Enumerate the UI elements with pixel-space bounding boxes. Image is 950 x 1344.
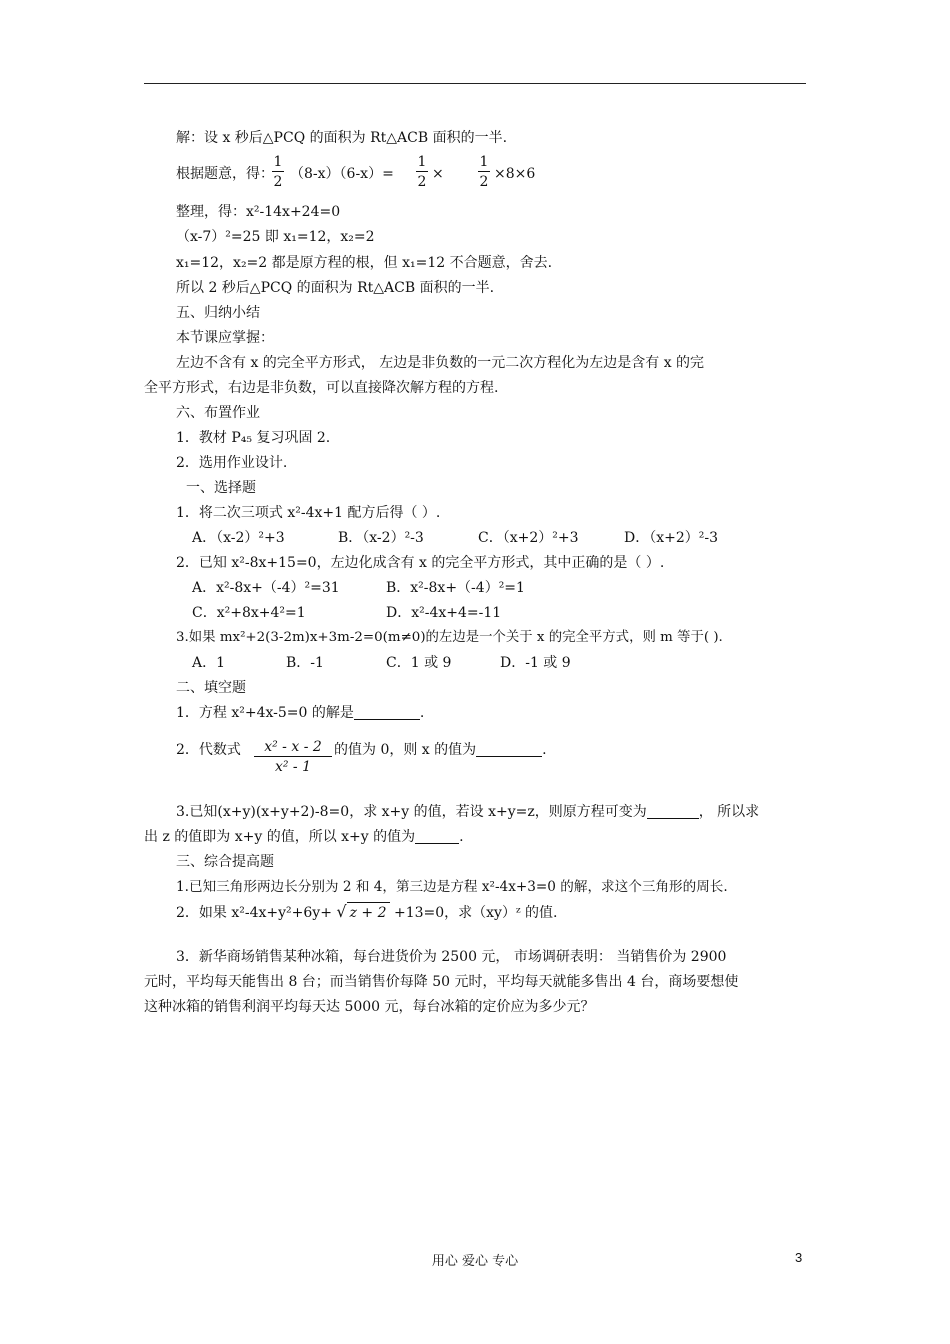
comprehensive-question-3-line-1: 3．新华商场销售某种冰箱，每台进货价为 2500 元， 市场调研表明： 当销售价为 2900 xyxy=(176,949,727,965)
homework-item-2: 2．选用作业设计. xyxy=(176,455,288,471)
solution-line-2-prefix: 根据题意，得： xyxy=(176,166,274,182)
solution-line-4: （x-7）²=25 即 x₁=12，x₂=2 xyxy=(176,229,375,245)
choice-q2-option-b: B．x²-8x+（-4）²=1 xyxy=(386,580,525,596)
summary-paragraph-line-1: 左边不含有 x 的完全平方形式， 左边是非负数的一元二次方程化为左边是含有 x 的完 xyxy=(176,355,705,371)
fill-question-3-line-2: 出 z 的值即为 x+y 的值，所以 x+y 的值为 . xyxy=(144,829,464,845)
fraction-half-2: 1 2 xyxy=(417,154,427,190)
page-number: 3 xyxy=(795,1250,803,1265)
comprehensive-question-3-line-2: 元时，平均每天能售出 8 台；而当销售价每降 50 元时，平均每天就能多售出 4 台，商场要想使 xyxy=(144,974,739,990)
comprehensive-question-1: 1.已知三角形两边长分别为 2 和 4，第三边是方程 x²-4x+3=0 的解，求这个三角形的周长. xyxy=(176,879,728,895)
summary-paragraph-line-2: 全平方形式，右边是非负数，可以直接降次解方程的方程. xyxy=(144,380,499,396)
choice-heading: 一、选择题 xyxy=(186,480,256,496)
header-rule xyxy=(144,83,806,84)
fraction-denominator: 2 xyxy=(273,174,283,190)
answer-blank xyxy=(647,804,699,819)
solution-line-6: 所以 2 秒后△PCQ 的面积为 Rt△ACB 面积的一半. xyxy=(176,280,495,296)
comprehensive-heading: 三、综合提高题 xyxy=(176,854,274,870)
choice-q2-option-c: C．x²+8x+4²=1 xyxy=(192,605,306,621)
answer-blank xyxy=(476,742,542,757)
fill-question-1: 1．方程 x²+4x-5=0 的解是 . xyxy=(176,705,425,721)
footer-slogan: 用心 爱心 专心 xyxy=(431,1254,519,1269)
fraction-numerator: 1 xyxy=(273,154,283,170)
fraction-half-1 xyxy=(272,153,284,192)
summary-intro: 本节课应掌握： xyxy=(176,330,274,346)
choice-q3-option-a: A．1 xyxy=(192,655,226,671)
homework-item-1: 1．教材 P₄₅ 复习巩固 2. xyxy=(176,430,331,446)
homework-heading: 六、布置作业 xyxy=(176,405,260,421)
fill-question-2: 的值为 0，则 x 的值为 . xyxy=(334,742,547,758)
solution-line-2-tail: ×8×6 xyxy=(494,166,536,182)
algebraic-fraction xyxy=(254,738,332,777)
solution-line-2-mid: （8-x）（6-x）= xyxy=(290,166,394,182)
solution-line-5: x₁=12，x₂=2 都是原方程的根，但 x₁=12 不合题意，舍去. xyxy=(176,255,553,271)
fraction-numerator: x² - x - 2 xyxy=(264,739,322,755)
answer-blank xyxy=(354,705,420,720)
fill-question-3-line-1: 3.已知(x+y)(x+y+2)-8=0，求 x+y 的值，若设 x+y=z，则原方程可变为 ， 所以求 xyxy=(176,804,760,820)
square-root: √ z + 2 xyxy=(336,902,389,923)
choice-q3-option-c: C．1 或 9 xyxy=(386,655,452,671)
fraction-denominator: x² - 1 xyxy=(274,759,312,775)
choice-q2-option-d: D．x²-4x+4=-11 xyxy=(386,605,502,621)
comprehensive-question-3-line-3: 这种冰箱的销售利润平均每天达 5000 元，每台冰箱的定价应为多少元？ xyxy=(144,999,595,1015)
choice-question-2: 2．已知 x²-8x+15=0，左边化成含有 x 的完全平方形式，其中正确的是（ ）. xyxy=(176,555,665,571)
fill-heading: 二、填空题 xyxy=(176,680,246,696)
comprehensive-question-2: 2．如果 x²-4x+y²+6y+ √ z + 2 +13=0，求（xy）ᶻ 的值. xyxy=(176,902,558,921)
fraction-half-3: 1 2 xyxy=(479,154,489,190)
solution-line-3: 整理，得：x²-14x+24=0 xyxy=(176,204,341,220)
choice-q1-option-d: D．（x+2）²-3 xyxy=(624,530,719,546)
summary-heading: 五、归纳小结 xyxy=(176,305,260,321)
solution-line-1: 解：设 x 秒后△PCQ 的面积为 Rt△ACB 面积的一半. xyxy=(176,130,508,146)
times-sign: × xyxy=(432,166,444,182)
choice-q2-option-a: A．x²-8x+（-4）²=31 xyxy=(192,580,340,596)
choice-q3-option-d: D．-1 或 9 xyxy=(500,655,571,671)
choice-q1-option-c: C．（x+2）²+3 xyxy=(478,530,579,546)
choice-q1-option-a: A．（x-2）²+3 xyxy=(192,530,285,546)
choice-question-1: 1．将二次三项式 x²-4x+1 配方后得（ ）. xyxy=(176,505,441,521)
choice-q1-option-b: B．（x-2）²-3 xyxy=(338,530,424,546)
answer-blank xyxy=(415,829,459,844)
choice-question-3: 3.如果 mx²+2(3-2m)x+3m-2=0(m≠0)的左边是一个关于 x 的完全平方式，则 m 等于( ). xyxy=(176,630,723,645)
choice-q3-option-b: B．-1 xyxy=(286,655,324,671)
fill-question-2-prefix: 2．代数式 xyxy=(176,742,241,758)
